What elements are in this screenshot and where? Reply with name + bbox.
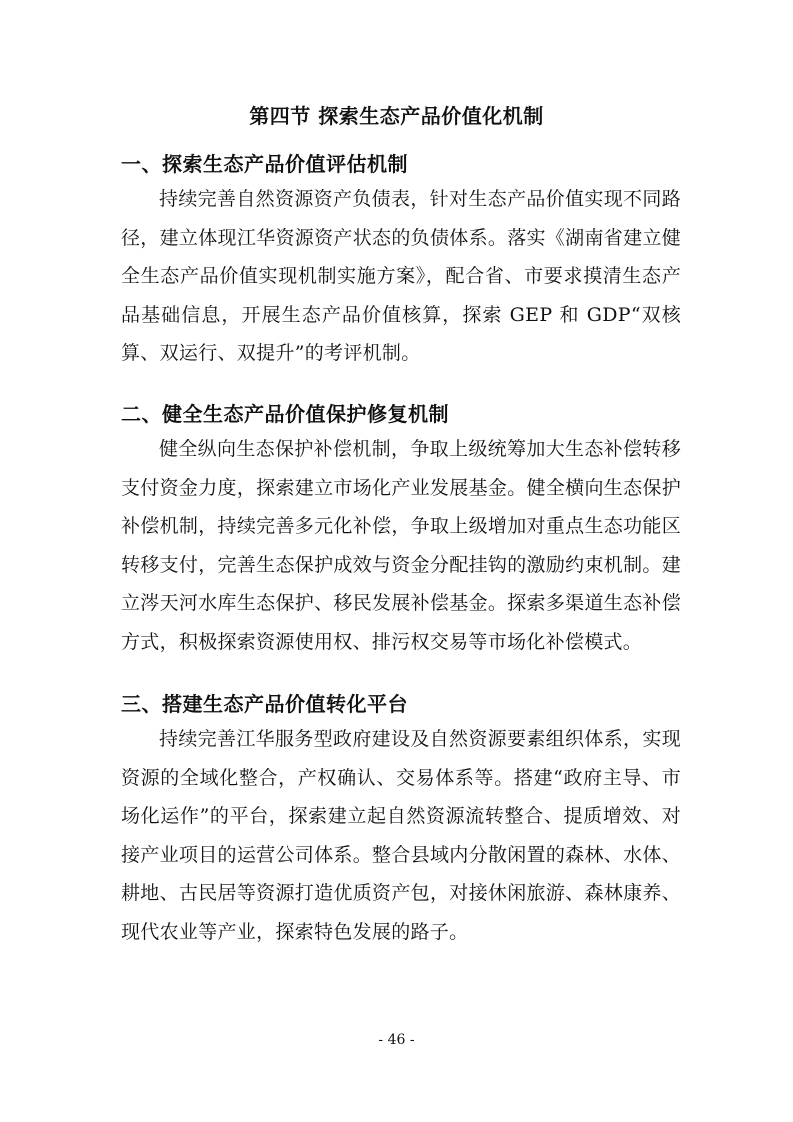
- page-number: - 46 -: [378, 1032, 415, 1048]
- section-title: 第四节 探索生态产品价值化机制: [249, 104, 544, 128]
- paragraph-2: 健全纵向生态保护补偿机制，争取上级统筹加大生态补偿转移支付资金力度，探索建立市场化产业发展基金。健全横向生态保护补偿机制，持续完善多元化补偿，争取上级增加对重点生态功能区转移支付，完善生态保护成效与资金分配挂钩的激励约束机制。建立涔天河水库生态保护、移民发展补偿基金。探索多渠道生态补偿方式，积极探索资源使用权、排污权交易等市场化补偿模式。: [121, 438, 681, 653]
- heading-3: 三、搭建生态产品价值转化平台: [121, 692, 408, 716]
- paragraph-1: 持续完善自然资源资产负债表，针对生态产品价值实现不同路径，建立体现江华资源资产状态的负债体系。落实《湖南省建立健全生态产品价值实现机制实施方案》，配合省、市要求摸清生态产品基础信息，开展生态产品价值核算，探索 GEP 和 GDP“双核算、双运行、双提升”的考评机制。: [121, 188, 681, 365]
- paragraph-3: 持续完善江华服务型政府建设及自然资源要素组织体系，实现资源的全域化整合，产权确认、交易体系等。搭建“政府主导、市场化运作”的平台，探索建立起自然资源流转整合、提质增效、对接产业项目的运营公司体系。整合县域内分散闲置的森林、水体、耕地、古民居等资源打造优质资产包，对接休闲旅游、森林康养、现代农业等产业，探索特色发展的路子。: [121, 728, 681, 943]
- heading-1: 一、探索生态产品价值评估机制: [121, 152, 408, 176]
- heading-2: 二、健全生态产品价值保护修复机制: [121, 402, 449, 426]
